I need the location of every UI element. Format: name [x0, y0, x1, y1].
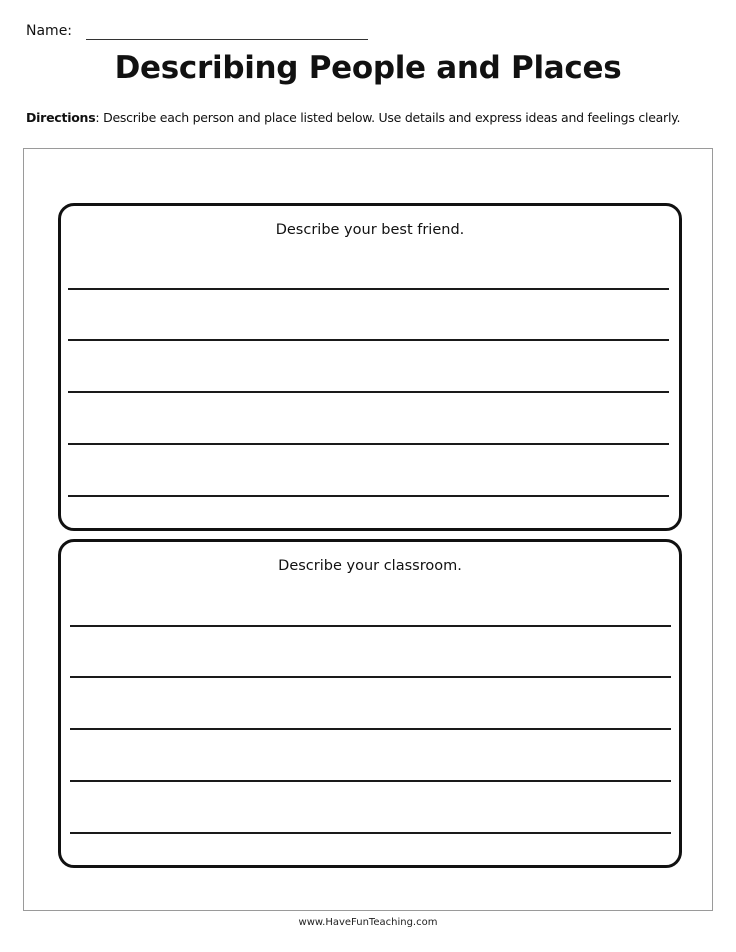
section-classroom	[58, 539, 682, 868]
writing-line[interactable]	[70, 728, 671, 730]
writing-line[interactable]	[68, 443, 669, 445]
section-prompt: Describe your classroom.	[278, 558, 462, 574]
writing-line[interactable]	[68, 339, 669, 341]
name-row	[26, 20, 368, 40]
writing-line[interactable]	[68, 495, 669, 497]
name-field-line[interactable]	[86, 24, 368, 40]
writing-line[interactable]	[70, 625, 671, 627]
directions-label: Directions	[26, 110, 96, 125]
footer-url: www.HaveFunTeaching.com	[298, 917, 438, 928]
section-best-friend	[58, 203, 682, 531]
writing-line[interactable]	[70, 780, 671, 782]
directions	[26, 109, 726, 127]
writing-line[interactable]	[70, 832, 671, 834]
writing-line[interactable]	[68, 288, 669, 290]
section-prompt: Describe your best friend.	[275, 222, 465, 238]
writing-line[interactable]	[70, 676, 671, 678]
directions-text: : Describe each person and place listed below. Use details and express ideas and feelings clearly.	[95, 110, 681, 125]
name-label: Name:	[26, 23, 73, 39]
writing-line[interactable]	[68, 391, 669, 393]
worksheet-title: Describing People and Places	[114, 50, 622, 86]
